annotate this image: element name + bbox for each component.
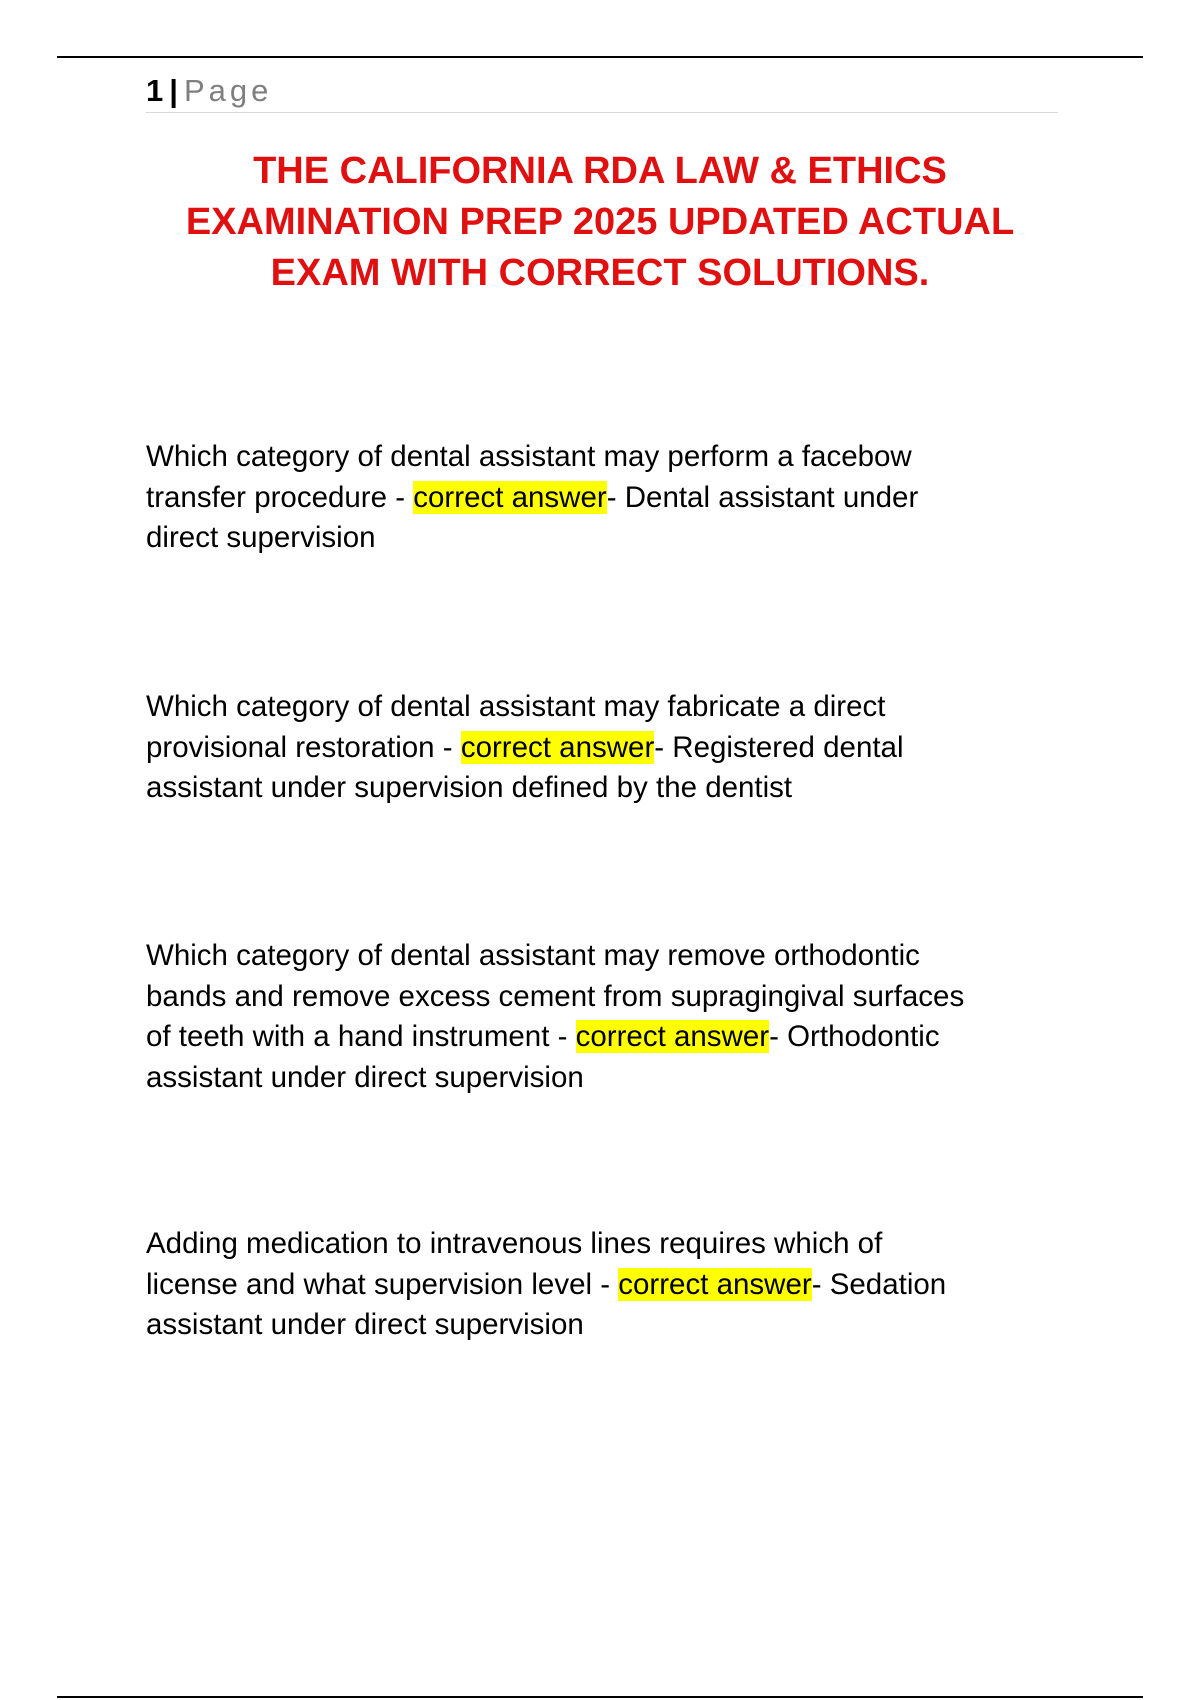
answer-highlight: correct answer xyxy=(460,730,655,764)
question-line: bands and remove excess cement from supragingival surfaces xyxy=(146,979,965,1013)
page-number: 1 xyxy=(146,73,164,108)
answer-highlight: correct answer xyxy=(618,1267,812,1301)
question-item xyxy=(146,936,1086,1098)
answer-text: - Registered dental xyxy=(654,730,904,764)
question-item xyxy=(146,687,1086,809)
bottom-rule xyxy=(57,1696,1143,1698)
answer-text: - Sedation xyxy=(811,1267,947,1301)
title-line: EXAMINATION PREP 2025 UPDATED ACTUAL xyxy=(185,201,1015,243)
answer-highlight: correct answer xyxy=(413,480,607,514)
question-line xyxy=(146,1265,1086,1306)
question-line xyxy=(146,1017,1086,1058)
question-line: Which category of dental assistant may perform a facebow xyxy=(146,440,912,473)
answer-line: assistant under direct supervision xyxy=(146,1060,584,1094)
question-text: transfer procedure - xyxy=(146,480,414,514)
question-line: Which category of dental assistant may remove orthodontic xyxy=(146,939,920,972)
answer-text: - Orthodontic xyxy=(769,1020,940,1053)
page-separator: | xyxy=(169,73,178,108)
answer-line: direct supervision xyxy=(146,521,376,554)
page-label: Page xyxy=(183,73,273,108)
title-line: THE CALIFORNIA RDA LAW & ETHICS xyxy=(253,150,947,192)
question-item xyxy=(146,437,1086,559)
question-line: Adding medication to intravenous lines requires which of xyxy=(146,1227,883,1260)
answer-line: assistant under supervision defined by the dentist xyxy=(146,771,793,804)
document-title xyxy=(100,146,1100,299)
title-line: EXAM WITH CORRECT SOLUTIONS. xyxy=(270,252,930,294)
question-line: Which category of dental assistant may fabricate a direct xyxy=(146,690,886,723)
question-item xyxy=(146,1224,1086,1346)
question-text: provisional restoration - xyxy=(146,730,461,764)
top-rule xyxy=(57,56,1143,58)
question-line xyxy=(146,478,1086,519)
question-text: of teeth with a hand instrument - xyxy=(146,1020,576,1053)
answer-text: - Dental assistant under xyxy=(606,480,919,514)
answer-line: assistant under direct supervision xyxy=(146,1308,584,1341)
question-text: license and what supervision level - xyxy=(146,1267,619,1301)
answer-highlight: correct answer xyxy=(575,1020,770,1053)
page-header xyxy=(146,70,1058,113)
question-line xyxy=(146,728,1086,769)
